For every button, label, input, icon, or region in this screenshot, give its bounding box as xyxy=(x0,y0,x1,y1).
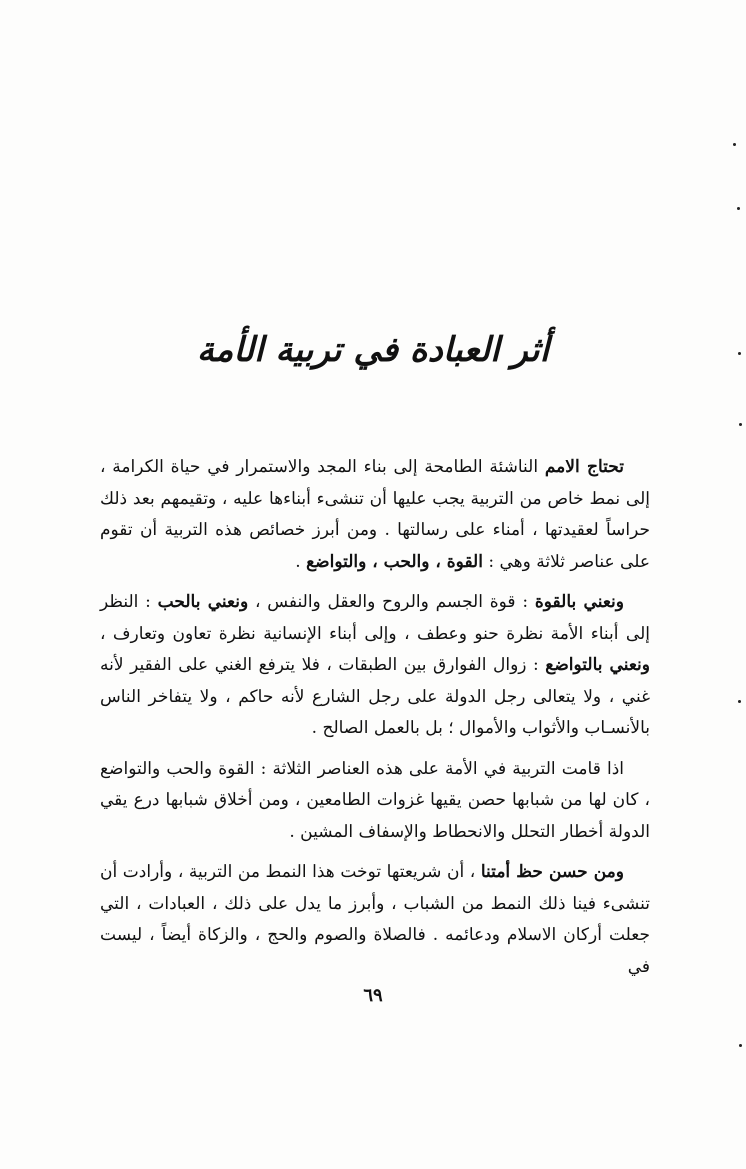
scan-speck xyxy=(738,700,741,703)
bold-run: ونعني بالقوة xyxy=(534,592,624,612)
scan-speck xyxy=(738,352,741,355)
body-text xyxy=(100,452,650,992)
paragraph xyxy=(100,754,650,849)
bold-run: ونعني بالحب xyxy=(157,592,249,612)
bold-run: ومن حسن حظ أمتنا xyxy=(480,862,624,882)
text-run: : زوال الفوارق بين الطبقات ، فلا يترفع الغني على الفقير لأنه غني ، ولا يتعالى رجل الدولة على رجل الشارع لأنه حاكم ، ولا يتفاخر الناس بالأنسـاب والأثواب والأموال ؛ بل بالعمل الصالح . xyxy=(100,655,650,738)
text-run: الناشئة الطامحة إلى بناء المجد والاستمرار في حياة الكرامة ، إلى نمط خاص من التربية يجب عليها أن تنشىء أبناءها عليه ، وتقيمهم بعد ذلك حراساً لعقيدتها ، أمناء على رسالتها . ومن أبرز خصائص هذه التربية أن تقوم على عناصر ثلاثة وهي : xyxy=(100,457,650,572)
bold-run: تحتاج الامم xyxy=(544,457,624,477)
scan-speck xyxy=(733,143,736,146)
chapter-title: أثر العبادة في تربية الأمة xyxy=(196,330,550,370)
paragraph xyxy=(100,587,650,745)
page-number: ٦٩ xyxy=(363,985,383,1006)
bold-run: ونعني بالتواضع xyxy=(545,655,650,675)
scan-speck xyxy=(739,423,742,426)
text-run: . xyxy=(295,551,307,572)
text-run: ، أن شريعتها توخت هذا النمط من التربية ، وأرادت أن تنشىء فينا ذلك النمط من الشباب ، وأبرز ما يدل على ذلك ، العبادات ، التي جعلت أركان الاسلام ودعائمه . فالصلاة والصوم والحج ، والزكاة أيضاً ، ليست في xyxy=(100,862,650,977)
text-run: اذا قامت التربية في الأمة على هذه العناصر الثلاثة : القوة والحب والتواضع ، كان لها من شبابها حصن يقيها غزوات الطامعين ، ومن أخلاق شبابها درع يقي الدولة أخطار التحلل والانحطاط والإسفاف المشين . xyxy=(100,758,650,842)
scan-speck xyxy=(737,207,740,210)
bold-run: القوة ، والحب ، والتواضع xyxy=(306,551,483,572)
paragraph xyxy=(100,857,650,983)
text-run: : النظر إلى أبناء الأمة نظرة حنو وعطف ، وإلى أبناء الإنسانية نظرة تعاون وتعارف ، xyxy=(100,592,650,644)
paragraph xyxy=(100,452,650,578)
text-run: : قوة الجسم والروح والعقل والنفس ، xyxy=(248,592,535,612)
scan-speck xyxy=(739,1044,742,1047)
